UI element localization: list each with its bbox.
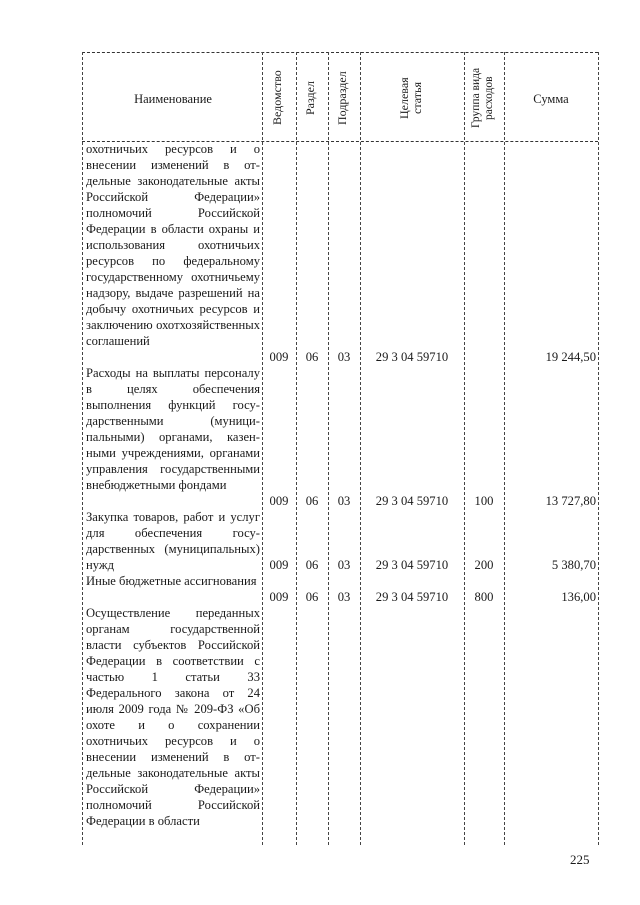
row-gruppa: 200 (474, 558, 494, 572)
row-summa: 13 727,80 (545, 494, 596, 508)
header-summa: Сумма (533, 92, 569, 106)
row-name: Осуществление переданных органам государственной власти субъектов Российской Федерации в соответствии с частью 1 статьи 33 Федерального закона от 24 июля 2009 года № 209-ФЗ «Об охоте и о сохранении охотничьих ресурсов и о внесении изменений в отдельные законодательные акты Российской Федерации» полномочий Российской Федерации в области (86, 606, 260, 828)
row-razdel: 06 (305, 494, 319, 508)
column-divider (262, 52, 263, 845)
row-name: Иные бюджетные ассигнования (86, 574, 257, 588)
row-razdel: 06 (305, 590, 319, 604)
name-column (86, 141, 260, 829)
column-divider (504, 52, 505, 845)
row-vedomstvo: 009 (269, 558, 289, 572)
row-vedomstvo: 009 (269, 350, 289, 364)
header-vedomstvo: Ведомство (270, 70, 284, 126)
header-name: Наименование (134, 92, 212, 106)
column-divider (464, 52, 465, 845)
row-celevaya: 29 3 04 59710 (375, 590, 449, 604)
row-celevaya: 29 3 04 59710 (375, 494, 449, 508)
column-divider (360, 52, 361, 845)
table-right-border (598, 52, 599, 845)
row-razdel: 06 (305, 350, 319, 364)
row-podrazdel: 03 (337, 494, 351, 508)
header-gruppa: Группа вида расходов (470, 67, 495, 129)
row-gruppa: 100 (474, 494, 494, 508)
row-razdel: 06 (305, 558, 319, 572)
table-left-border (82, 52, 83, 845)
row-podrazdel: 03 (337, 558, 351, 572)
row-summa: 19 244,50 (545, 350, 596, 364)
row-summa: 136,00 (561, 590, 596, 604)
row-summa: 5 380,70 (551, 558, 596, 572)
row-vedomstvo: 009 (269, 590, 289, 604)
column-divider (296, 52, 297, 845)
header-podrazdel: Подраздел (335, 71, 349, 125)
header-razdel: Раздел (303, 81, 317, 115)
header-celevaya: Целевая статья (397, 77, 424, 119)
row-celevaya: 29 3 04 59710 (375, 558, 449, 572)
table-top-border (82, 52, 598, 53)
row-name: Закупка товаров, работ и услуг для обеспечения государственных (муниципальных) нужд (86, 510, 260, 572)
row-name: Расходы на выплаты персоналу в целях обеспечения выполнения функций государственными (муниципальными) органами, казенными учреждениями, органами управления государственными внебюджетными фондами (86, 366, 260, 492)
row-podrazdel: 03 (337, 350, 351, 364)
row-vedomstvo: 009 (269, 494, 289, 508)
row-name: охотничьих ресурсов и о внесении изменений в отдельные законодательные акты Российской Федерации» полномочий Российской Федерации в области охраны и использования охотничьих ресурсов по федеральному государственному охотничьему надзору, выдаче разрешений на добычу охотничьих ресурсов и заключению охотхозяйственных соглашений (86, 142, 260, 348)
row-podrazdel: 03 (337, 590, 351, 604)
column-divider (328, 52, 329, 845)
row-celevaya: 29 3 04 59710 (375, 350, 449, 364)
row-gruppa: 800 (474, 590, 494, 604)
page-number: 225 (570, 852, 590, 867)
